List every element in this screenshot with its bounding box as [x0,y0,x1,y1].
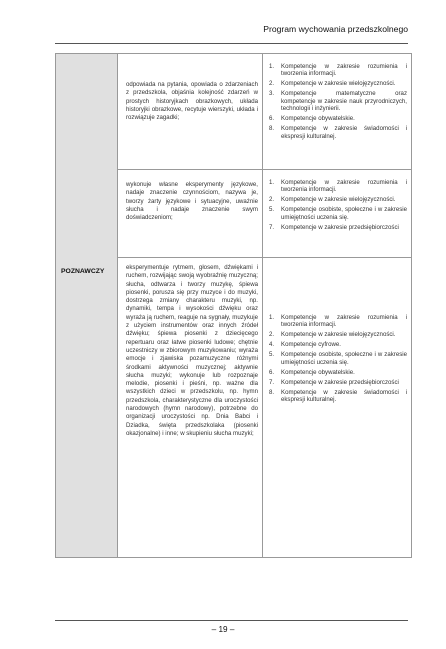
competence-item [265,389,407,404]
competence-list [263,170,411,231]
competence-number: 8. [269,125,275,133]
competence-text: Kompetencje obywatelskie. [281,368,355,376]
competences-cell [263,258,412,558]
description-cell [118,170,263,258]
competence-number: 7. [269,223,275,231]
competence-list [263,258,411,404]
competence-text: Kompetencje w zakresie wielojęzyczności. [281,196,396,204]
footer-rule [55,620,408,621]
page-number: – 19 – [211,625,235,634]
competence-text: Kompetencje w zakresie wielojęzyczności. [281,331,396,339]
competences-cell [263,170,412,258]
running-header-title: Program wychowania przedszkolnego [263,24,408,34]
table-row [56,54,412,170]
competence-text: Kompetencje osobiste, społeczne i w zakresie umiejętności uczenia się. [281,206,407,221]
description-text: eksperymentuje rytmem, głosem, dźwiękami i ruchem, rozwijając swoją wyobraźnię muzyczną; słucha, odtwarza i tworzy muzykę, śpiewa piosenki, porusza się przy muzyce i do muzyki, dostrzega zmiany charakteru muzyki, np. dynamiki, tempa i wysokości dźwięku oraz wyraża ją ruchem, reaguje na sygnały, muzykuje z użyciem instrumentów oraz innych źródeł dźwięku; śpiewa piosenki z dziecięcego repertuaru oraz łatwe piosenki ludowe; chętnie uczestniczy w zbiorowym muzykowaniu; wyraża emocje i zjawiska pozamuzyczne różnymi środkami aktywności muzycznej; aktywnie słucha muzyki; wykonuje lub rozpoznaje melodie, piosenki i pieśni, np. ważne dla wszystkich dzieci w przedszkolu, np. hymn przedszkola, charakterystyczne dla uroczystości narodowych (hymn narodowy), potrzebne do organizacji uroczystości np. Dnia Babci i Dziadka, święta przedszkolaka (piosenki okazjonalne) i inne; w skupieniu słucha muzyki; [126,264,258,437]
competence-item [265,63,407,78]
competence-number: 6. [269,115,275,123]
description-text: wykonuje własne eksperymenty językowe, nadaje znaczenie czynnościom, nazywa je, tworzy żarty językowe i sytuacyjne, uważnie słucha i nadaje znaczenie swym doświadczeniom; [126,181,258,222]
competence-number: 5. [269,351,275,359]
competence-item [265,196,407,203]
competence-item [265,331,407,338]
competence-text: Kompetencje w zakresie rozumienia i tworzenia informacji. [281,63,407,78]
competence-item [265,125,407,140]
competence-text: Kompetencje w zakresie świadomości i ekspresji kulturalnej. [281,388,407,404]
competence-number: 5. [269,206,275,214]
competence-number: 8. [269,388,275,396]
description-text: odpowiada na pytania, opowiada o zdarzeniach z przedszkola, objaśnia kolejność zdarzeń w prostych historyjkach obrazkowych, układa historyjki obrazkowe, recytuje wierszyki, układa i rozwiązuje zagadki; [126,81,258,122]
competence-item [265,379,407,386]
competence-number: 2. [269,196,275,204]
competence-table [55,53,412,558]
competence-text: Kompetencje osobiste, społeczne i w zakresie umiejętności uczenia się. [281,351,407,366]
competence-item [265,115,407,122]
competences-cell [263,54,412,170]
competence-number: 1. [269,63,275,70]
competence-number: 7. [269,378,275,386]
competence-item [265,314,407,329]
competence-number: 3. [269,90,275,98]
competence-text: Kompetencje w zakresie przedsiębiorczości [281,378,399,386]
competence-number: 1. [269,314,275,321]
competence-number: 6. [269,368,275,376]
competence-item [265,351,407,366]
competence-item [265,80,407,87]
competence-item [265,341,407,348]
category-cell [56,54,118,558]
competence-item [265,224,407,231]
competence-text: Kompetencje w zakresie przedsiębiorczości [281,223,399,231]
description-cell [118,54,263,170]
competence-text: Kompetencje obywatelskie. [281,115,355,123]
category-label: POZNAWCZY [61,268,105,275]
competence-text: Kompetencje w zakresie rozumienia i tworzenia informacji. [281,179,407,194]
competence-text: Kompetencje w zakresie świadomości i ekspresji kulturalnej. [281,125,407,140]
competence-number: 2. [269,331,275,339]
competence-number: 1. [269,179,275,186]
competence-item [265,369,407,376]
competence-text: Kompetencje w zakresie rozumienia i tworzenia informacji. [281,314,407,329]
competence-text: Kompetencje w zakresie wielojęzyczności. [281,80,396,88]
competence-item [265,206,407,221]
competence-list [263,54,411,140]
competence-item [265,90,407,112]
competence-number: 2. [269,80,275,88]
competence-text: Kompetencje matematyczne oraz kompetencje w zakresie nauk przyrodniczych, technologii i inżynierii. [281,90,407,113]
competence-item [265,179,407,194]
header-rule [55,43,408,44]
competence-number: 4. [269,341,275,349]
competence-text: Kompetencje cyfrowe. [281,341,341,349]
description-cell [118,258,263,558]
